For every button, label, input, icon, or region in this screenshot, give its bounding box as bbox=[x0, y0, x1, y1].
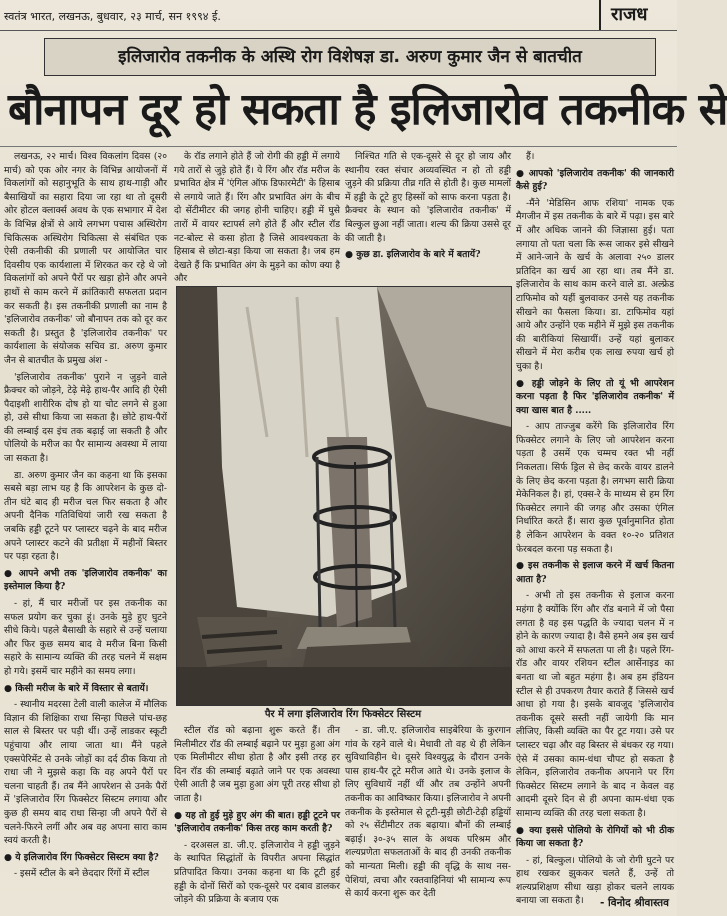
headline: बौनापन दूर हो सकता है इलिजारोव तकनीक से bbox=[8, 84, 727, 135]
article-paragraph: - डा. जी.ए. इलिजारोव साइबेरिया के कुरगान गांव के रहने वाले थे। मेधावी तो वह थे ही लेकिन सुविधाविहीन थे। दूसरे विश्वयुद्ध के दौरान उनके पास हाथ-पैर टूटे मरीज आते थे। उनके इलाज के लिए सुविधायें नहीं थीं और तब उन्होंने अपनी तकनीक का आविष्कार किया। इलिजारोव ने अपनी तकनीक के इस्तेमाल से टूटी-मुड़ी छोटी-टेढ़ी हड्डियों को २५ सेंटीमीटर तक बढ़ाया। बौनों की लम्बाई बढ़ाई। ३०-३५ साल के अथक परिश्रम और शल्यप्रणेता सफलताओं के बाद ही उनकी तकनीक को मान्यता मिली। हड्डी की वृद्धि के साथ नस-पेशियां, त्वचा और रक्तवाहिनियां भी सामान्य रूप से कार्य करना शुरू कर देती bbox=[345, 725, 511, 900]
question-paragraph: ● क्या इससे पोलियो के रोगियों को भी ठीक किया जा सकता है? bbox=[516, 824, 674, 850]
article-column-3-top bbox=[345, 150, 511, 290]
article-paragraph: के रॉड लगाने होते हैं जो रोगी की हड्डी में लगाये गये तारों से जुड़े होते हैं। ये रिंग और रॉड मरीज के प्रभावित क्षेत्र में 'एंगिल ऑफ डिफारमेटी' के हिसाब से लगाये जाते हैं। रिंग और प्रभावित अंग के बीच दो सेंटीमीटर की जगह होनी चाहिए। हड्डी में घुसे तारों में वायर स्टापर्स लगे होते हैं और स्टील रॉड नट-बोल्ट से कसा होता है जिसे आवश्यकता के हिसाब से छोटा-बड़ा किया जा सकता है। जब हम देखते हैं कि प्रभावित अंग के मुड़ने का कोण क्या है और bbox=[174, 151, 340, 285]
question-paragraph: ● यह तो हुई मुड़े हुए अंग की बात। हड्डी टूटने पर 'इलिजारोव तकनीक' किस तरह काम करती है? bbox=[174, 809, 340, 835]
article-paragraph: - आप ताज्जुब करेंगे कि इलिजारोव रिंग फिक्सेटर लगाने के लिए जो आपरेशन करना पड़ता है उसमें एक चम्मच रक्त भी नहीं निकलता। सिर्फ ड्रिल से छेद करके वायर डालने के लिए छेद करना पड़ता है। लगभग सारी क्रिया मेकेनिकल है। हां, एक्स-रे के माध्यम से हम रिंग फिक्सेटर लगाने की जगह और उसका एंगिल निर्धारित करते हैं। सारा कुछ पूर्वानुमानित होता है लेकिन आपरेशन के वक्त १०-२० प्रतिशत फेरबदल करना पड़ सकता है। bbox=[516, 421, 674, 555]
photo-leg-fixator bbox=[177, 287, 511, 705]
article-paragraph: हैं। bbox=[526, 151, 535, 162]
article-paragraph: - इसमें स्टील के बने छेददार रिंगों में स्टील bbox=[14, 868, 150, 880]
article-paragraph: निश्चित गति से एक-दूसरे से दूर हो जाय और स्थानीय रक्त संचार अव्यवस्थित न हो तो हड्डी जुड़ने की प्रक्रिया तीव्र गति से होती है। कुछ मामलों में हड्डी के टूटे हुए हिस्सों को साफ करना पड़ता है। फ्रैक्चर के स्थान को 'इलिजारोव तकनीक' में बिल्कुल छुआ नहीं जाता। शल्य की क्रिया उससे दूर की जाती है। bbox=[345, 151, 511, 244]
question-paragraph: ● आपको 'इलिजारोव तकनीक' की जानकारी कैसे हुई? bbox=[516, 167, 674, 193]
article-paragraph: 'इलिजारोव तकनीक' पुराने न जुड़ने वाले फ्रैक्चर को जोड़ने, टेढ़े मेढ़े हाथ-पैर आदि ही ऐसी पैदाइशी शारीरिक दोष हो या चोट लगने से हुआ हो, उसे सीधा किया जा सकता है। छोटे हाथ-पैरों की लम्बाई दस इंच तक बढ़ाई जा सकती है और पोलियो के मरीज का पैर सामान्य अवस्था में लाया जा सकता है। bbox=[4, 371, 167, 465]
article-column-2-top bbox=[174, 150, 340, 300]
question-paragraph: ● आपने अभी तक 'इलिजारोव तकनीक' का इस्तेमाल किया है? bbox=[4, 567, 167, 593]
article-paragraph: - हां, बिल्कुल। पोलियो के जो रोगी घुटने पर हाथ रखकर झुककर चलते हैं, उन्हें तो शल्यप्रशिक्षण सीधा खड़ा होकर चलने लायक बनाया जा सकता है। bbox=[516, 854, 674, 907]
byline: - विनोद श्रीवास्तव bbox=[600, 897, 669, 909]
news-photo bbox=[176, 286, 512, 706]
question-paragraph: ● हड्डी जोड़ने के लिए तो यूं भी आपरेशन करना पड़ता है फिर 'इलिजारोव तकनीक' में क्या खास बात है ..... bbox=[516, 377, 674, 416]
question-paragraph: ● इस तकनीक से इलाज करने में खर्च कितना आता है? bbox=[516, 560, 674, 585]
article-paragraph: - दरअसल डा. जी.ए. इलिजारोव ने हड्डी जुड़ने के स्थापित सिद्धांतों के विपरीत अपना सिद्धांत प्रतिपादित किया। उनका कहना था कि टूटी हुई हड्डी के दोनों सिरों को एक-दूसरे पर दबाव डालकर जोड़ने की प्रक्रिया के बजाय एक bbox=[174, 839, 340, 906]
article-column-3-bottom bbox=[345, 724, 511, 910]
article-paragraph: - स्थानीय मदरसा टेली वाली कालेज में मौलिक विज्ञान की शिक्षिका राधा सिन्हा पिछले पांच-छह साल से बिस्तर पर पड़ी थीं। उन्हें लाडकर स्कूटी पहुंचाया और लाया जाता था। मैंने पहले एक्सपेरिमेंट से उनके जोड़ों का दर्द ठीक किया तो राधा जी ने मुझसे कहा कि वह अपने पैरों पर चलना चाहती हैं। तब मैंने आपरेशन से उनके पैरों में 'इलिजारोव रिंग फिक्सेटर सिस्टम लगाया और कुछ ही समय बाद राधा सिन्हा जी अपने पैरों से चलने-फिरने लगीं और अब वह अपना सारा काम स्वयं करती है। bbox=[4, 699, 167, 847]
article-paragraph: डा. अरुण कुमार जैन का कहना था कि इसका सबसे बड़ा लाभ यह है कि आपरेशन के कुछ दो-तीन घंटे बाद ही मरीज चल फिर सकता है और अपनी दैनिक गतिविधियां जारी रख सकता है जबकि हड्डी टूटने पर प्लास्टर चढ़ने के बाद मरीज अपने प्लास्टर कटने की प्रतीक्षा में महीनों बिस्तर पर पड़ा रहता है। bbox=[4, 469, 167, 563]
article-paragraph: लखनऊ, २२ मार्च। विश्व विकलांग दिवस (२० मार्च) को एक ओर नगर के विभिन्न आयोजनों में विकलांगों को सहानुभूति के साथ हाथ-गाड़ी और बैसाखियों का सहारा दिया जा रहा था तो दूसरी ओर होटल क्लार्क्स अवध के एक सभागार में देश के विभिन्न क्षेत्रों से आये लगभग पचास अस्थिरोग चिकित्सक अस्थिरोग चिकित्सा से संबंधित एक ऐसी तकनीकी की प्रणाली पर आयोजित चार दिवसीय एक कार्यशाला में शिरकत कर रहे थे जो विकलांगों को अपने पैरों पर खड़ा होने और अपने हाथों से काम करने में क्रांतिकारी सफलता प्रदान कर सकती है। इस तकनीकी प्रणाली का नाम है 'इलिजारोव तकनीक' जो बौनापन तक को दूर कर सकती है। प्रस्तुत है 'इलिजारोव तकनीक' पर कार्यशाला के संयोजक सचिव डा. अरुण कुमार जैन से बातचीत के प्रमुख अंश - bbox=[4, 151, 167, 366]
masthead: राजध bbox=[599, 0, 677, 30]
question-paragraph: ● कुछ डा. इलिजारोव के बारे में बतायें? bbox=[345, 249, 481, 261]
article-column-1 bbox=[4, 150, 167, 910]
article-paragraph: - अभी तो इस तकनीक से इलाज करना महंगा है क्योंकि रिंग और रॉड बनाने में जो पैसा लगता है वह इस पद्धति के ज्यादा चलन में न होने के कारण ज्यादा है। वैसे हमने अब इस खर्च को आधा करने में सफलता पा ली है। पहले रिंग-रॉड और वायर रशियन स्टील आर्सेनाइड का बनता था जो बहुत महंगा है। अब हम इंडियन स्टील से ही उपकरण तैयार कराते हैं जिससे खर्च आधा हो गया है। इसके बावजूद 'इलिजारोव तकनीक दूसरे सस्ती नहीं जायेगी कि मान लीजिए, किसी व्यक्ति का पैर टूट गया। उसे पर प्लास्टर चढ़ा और वह बिस्तर से बंधकर रह गया। ऐसे में उसका काम-धंधा चौपट हो सकता है लेकिन, इलिजारोव तकनीक अपनाने पर रिंग फिक्सेटर सिस्टम लगाने के बाद न केवल वह आदमी दूसरे दिन से ही अपना काम-धंधा एक सामान्य व्यक्ति की तरह चला सकता है। bbox=[516, 590, 674, 819]
article-paragraph: -मैंने 'मेडिसिन आफ रशिया' नामक एक मैगजीन में इस तकनीक के बारे में पढ़ा। इस बारे में और अधिक जानने की जिज्ञासा हुई। पता लगाया तो पता चला कि रूस जाकर इसे सीखने में आने-जाने के खर्च के अलावा २५० डालर प्रतिदिन का खर्च आ रहा था। तब मैंने डा. इलिजारोव के साथ काम करने वाले डा. अल्फ्रेड टाफिमोव को यहीं बुलवाकर उनसे यह तकनीक सीखने का फैसला किया। डा. टाफिमोव यहां आये और उन्होंने एक महीने में मुझे इस तकनीक की बारीकियां सिखायीं। उन्हें यहां बुलाकर सीखने में मेरा करीब एक लाख रुपया खर्च हो चुका है। bbox=[516, 197, 674, 372]
question-paragraph: ● ये इलिजारोव रिंग फिक्सेटर सिस्टम क्या है? bbox=[4, 851, 159, 863]
article-paragraph: - हां, मैं चार मरीजों पर इस तकनीक का सफल प्रयोग कर चुका हूं। उनके मुड़े हुए घुटने सीधे किये। पहले बैसाखी के सहारे से उन्हें चलाया और फिर कुछ समय बाद वे मरीज बिना किसी सहारे के सामान्य व्यक्ति की तरह चलने में सक्षम हो गये। इसमें चार महीने का समय लगा। bbox=[4, 598, 167, 677]
headline-rule bbox=[0, 146, 677, 147]
top-strip bbox=[0, 0, 677, 31]
article-paragraph: स्टील रॉड को बढ़ाना शुरू करते हैं। तीन मिलीमीटर रॉड की लम्बाई बढ़ाने पर मुड़ा हुआ अंग एक मिलीमीटर सीधा होता है और इसी तरह हर दिन रॉड की लम्बाई बढ़ाते जाने पर एक अवस्था ऐसी आती है जब मुड़ा हुआ अंग पूरी तरह सीधा हो जाता है। bbox=[174, 725, 340, 804]
article-column-2-bottom bbox=[174, 724, 340, 910]
strap-line: इलिजारोव तकनीक के अस्थि रोग विशेषज्ञ डा. अरुण कुमार जैन से बातचीत bbox=[44, 38, 656, 76]
dateline: स्वतंत्र भारत, लखनऊ, बुधवार, २३ मार्च, सन १९९४ ई. bbox=[4, 10, 221, 23]
photo-caption: पैर में लगा इलिजारोव रिंग फिक्सेटर सिस्टम bbox=[264, 709, 422, 720]
question-paragraph: ● किसी मरीज के बारे में विस्तार से बतायें। bbox=[4, 682, 149, 694]
